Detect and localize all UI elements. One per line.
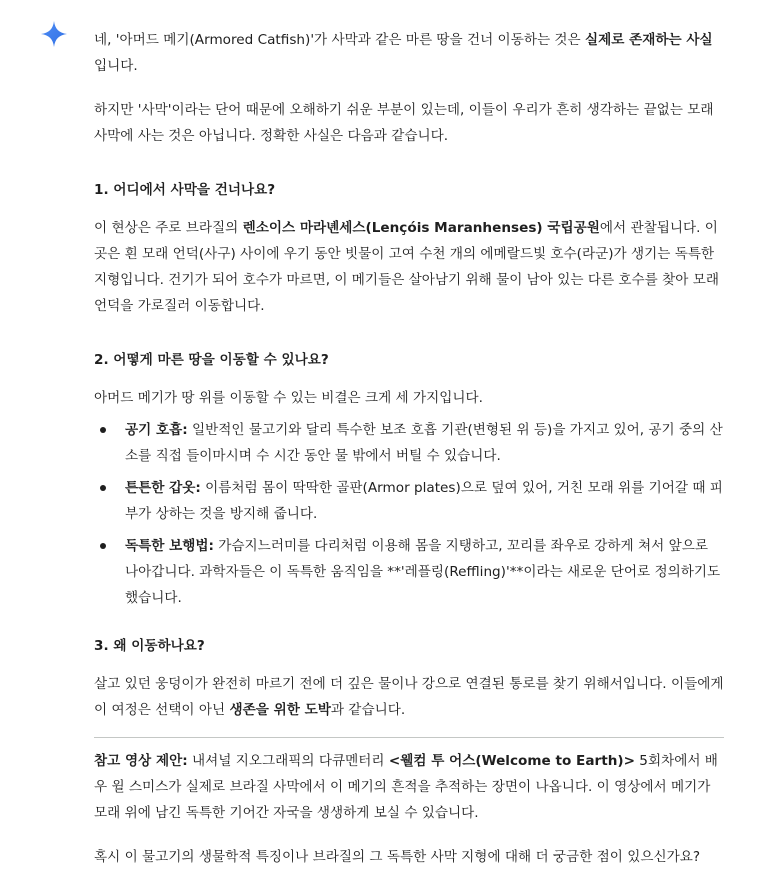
bullet-text: 일반적인 물고기와 달리 특수한 보조 호흡 기관(변형된 위 등)을 가지고 있어, 공기 중의 산소를 직접 들이마시며 수 시간 동안 물 밖에서 버틸 수 있습니다. [125, 422, 723, 464]
section-heading-why: 3. 왜 이동하나요? [94, 638, 205, 654]
bullet-label: 튼튼한 갑옷: [125, 480, 201, 496]
bullet-list [94, 417, 724, 611]
why-emphasis: 생존을 위한 도박 [229, 702, 331, 718]
intro-text-end: 입니다. [94, 58, 138, 74]
bullet-dot [100, 427, 106, 433]
closing-question: 혹시 이 물고기의 생물학적 특징이나 브라질의 그 독특한 사막 지형에 대해 더 궁금한 점이 있으신가요? [94, 849, 701, 865]
list-item [94, 533, 724, 611]
reference-label: 참고 영상 제안: [94, 753, 188, 769]
where-text-end: 에서 관찰됩니다. 이곳은 흰 모래 언덕(사구) 사이에 우기 동안 빗물이 고여 수천 개의 에메랄드빛 호수(라군)가 생기는 독특한 지형입니다. 건기가 되어 호수가 마르면, 이 메기들은 살아남기 위해 물이 남아 있는 다른 호수를 찾아 모래 언덕을 가로질러 이동합니다. [94, 220, 719, 314]
section-heading-how: 2. 어떻게 마른 땅을 이동할 수 있나요? [94, 352, 329, 368]
reference-paragraph [94, 748, 724, 826]
list-item [94, 417, 724, 469]
why-text: 살고 있던 웅덩이가 완전히 마르기 전에 더 깊은 물이나 강으로 연결된 통로를 찾기 위해서입니다. 이들에게 이 여정은 선택이 아닌 [94, 676, 724, 718]
bullet-dot [100, 485, 106, 491]
clarification-paragraph: 하지만 '사막'이라는 단어 때문에 오해하기 쉬운 부분이 있는데, 이들이 우리가 흔히 생각하는 끝없는 모래 사막에 사는 것은 아닙니다. 정확한 사실은 다음과 같습니다. [94, 102, 714, 144]
reference-text: 내셔널 지오그래픽의 다큐멘터리 [187, 753, 389, 769]
intro-paragraph [94, 27, 724, 79]
bullet-dot [100, 543, 106, 549]
list-item [94, 475, 724, 527]
reference-text-end: 5회차에서 배우 윌 스미스가 실제로 브라질 사막에서 이 메기의 흔적을 추적하는 장면이 나옵니다. 이 영상에서 메기가 모래 위에 남긴 독특한 기어간 자국을 생생하게 보실 수 있습니다. [94, 753, 718, 821]
divider [94, 737, 724, 738]
documentary-title: <웰컴 투 어스(Welcome to Earth)> [388, 753, 635, 769]
bullet-label: 독특한 보행법: [125, 538, 214, 554]
bullet-text: 이름처럼 몸이 딱딱한 골판(Armor plates)으로 덮여 있어, 거친 모래 위를 기어갈 때 피부가 상하는 것을 방지해 줍니다. [125, 480, 723, 522]
park-name: 렌소이스 마라녠세스(Lençóis Maranhenses) 국립공원 [242, 220, 600, 236]
bullet-text: 가슴지느러미를 다리처럼 이용해 몸을 지탱하고, 꼬리를 좌우로 강하게 쳐서 앞으로 나아갑니다. 과학자들은 이 독특한 움직임을 **'레플링(Reffling)'**이라는 새로운 단어로 정의하기도 했습니다. [125, 538, 721, 606]
section-intro-how: 아머드 메기가 땅 위를 이동할 수 있는 비결은 크게 세 가지입니다. [94, 390, 483, 406]
section-body-why [94, 671, 724, 723]
where-text: 이 현상은 주로 브라질의 [94, 220, 243, 236]
bullet-label: 공기 호흡: [125, 422, 188, 438]
why-text-end: 과 같습니다. [330, 702, 406, 718]
section-body-where [94, 215, 724, 319]
response-body [94, 27, 724, 870]
intro-emphasis: 실제로 존재하는 사실 [585, 32, 713, 48]
section-heading-where: 1. 어디에서 사막을 건너나요? [94, 182, 276, 198]
gemini-sparkle-icon [40, 20, 68, 48]
intro-text: 네, '아머드 메기(Armored Catfish)'가 사막과 같은 마른 땅을 건너 이동하는 것은 [94, 32, 585, 48]
